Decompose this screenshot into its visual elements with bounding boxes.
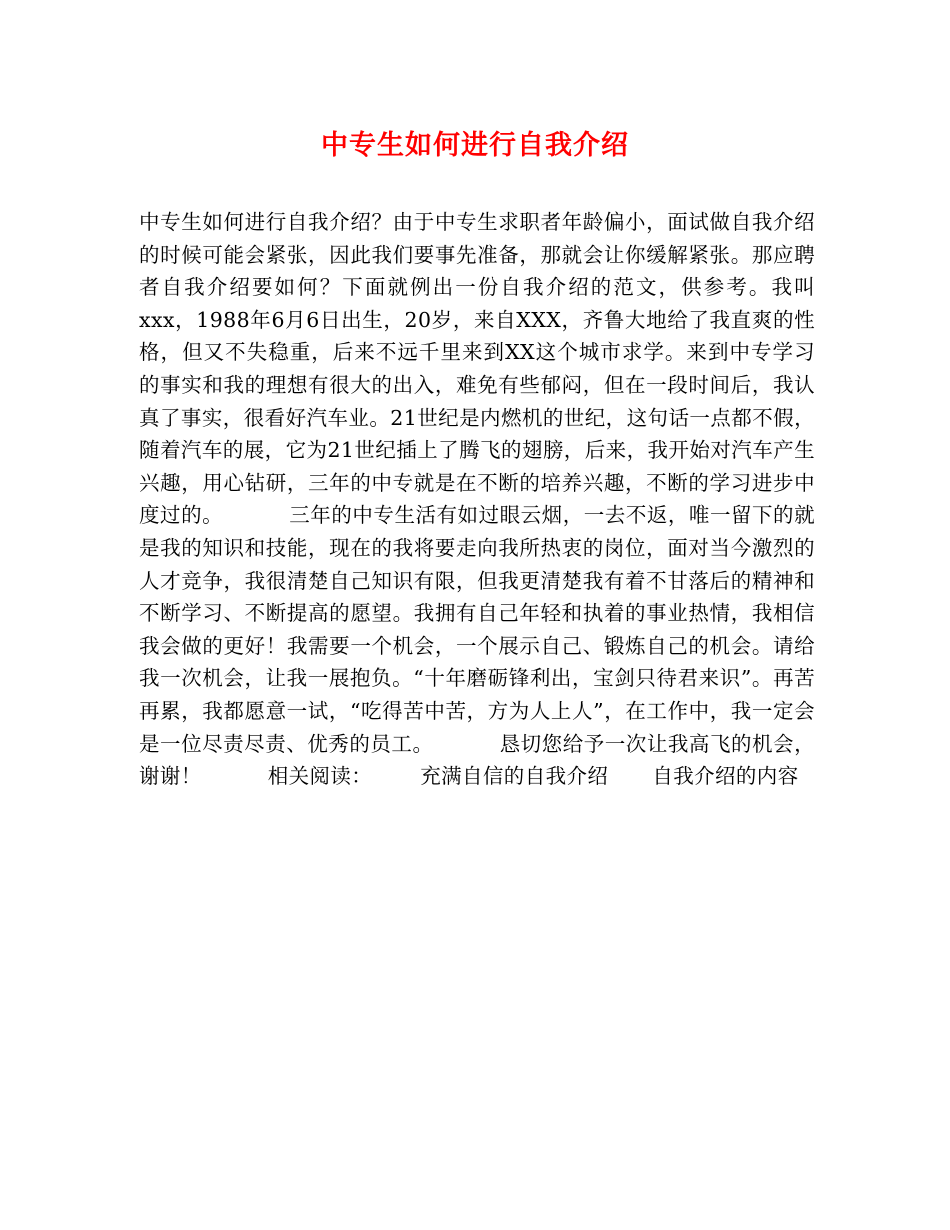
related-reading-label: 相关阅读： <box>267 764 373 789</box>
body-paragraph-closing: 恳切您给予一次让我高飞的机会，谢谢！ <box>139 731 815 789</box>
body-paragraph-experience: 三年的中专生活有如过眼云烟，一去不返，唯一留下的就是我的知识和技能，现在的我将要走向我所热衷的岗位，面对当今激烈的人才竞争，我很清楚自己知识有限，但我更清楚我有着不甘落后的精神和不断学习、不断提高的愿望。我拥有自己年轻和执着的事业热情，我相信我会做的更好！我需要一个机会，一个展示自己、锻炼自己的机会。请给我一次机会，让我一展抱负。“十年磨砺锋利出，宝剑只待君来识”。再苦再累，我都愿意一试，“吃得苦中苦，方为人上人”，在工作中，我一定会是一位尽责尽责、优秀的员工。 <box>139 503 815 756</box>
related-link-1[interactable]: 充满自信的自我介绍 <box>420 764 609 789</box>
related-link-2[interactable]: 自我介绍的内容 <box>652 764 799 789</box>
document-title: 中专生如何进行自我介绍 <box>321 130 629 161</box>
document-body <box>139 206 815 793</box>
body-paragraph-intro: 中专生如何进行自我介绍？由于中专生求职者年龄偏小，面试做自我介绍的时候可能会紧张，因此我们要事先准备，那就会让你缓解紧张。那应聘者自我介绍要如何？下面就例出一份自我介绍的范文，供参考。我叫xxx，1988年6月6日出生，20岁，来自XXX，齐鲁大地给了我直爽的性格，但又不失稳重，后来不远千里来到XX这个城市求学。来到中专学习的事实和我的理想有很大的出入，难免有些郁闷，但在一段时间后，我认真了事实，很看好汽车业。21世纪是内燃机的世纪，这句话一点都不假，随着汽车的展，它为21世纪插上了腾飞的翅膀，后来，我开始对汽车产生兴趣，用心钻研，三年的中专就是在不断的培养兴趣，不断的学习进步中度过的。 <box>139 210 815 528</box>
